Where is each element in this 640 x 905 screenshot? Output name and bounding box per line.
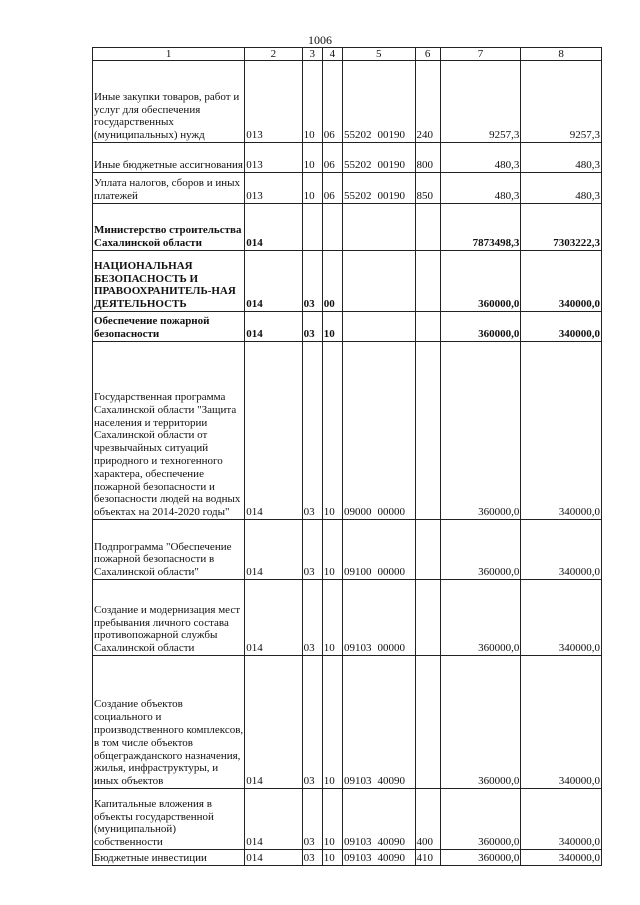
expense-type: 850: [415, 173, 440, 204]
section-code: 03: [302, 342, 322, 520]
target-direction-code: 00190: [377, 159, 405, 172]
amount-2020: 480,3: [521, 173, 602, 204]
expense-type: [415, 520, 440, 580]
ministry-code: 013: [245, 61, 302, 143]
table-row: [93, 204, 602, 251]
target-article: [342, 656, 415, 789]
expense-type: [415, 342, 440, 520]
subsection-code: 10: [322, 580, 342, 656]
header-cell: 7: [440, 48, 521, 61]
amount-2019: 7873498,3: [440, 204, 521, 251]
amount-2020: 480,3: [521, 143, 602, 173]
amount-2020: 340000,0: [521, 251, 602, 312]
table-row: [93, 520, 602, 580]
target-direction-code: 40090: [377, 775, 405, 788]
expense-type: [415, 580, 440, 656]
subsection-code: 10: [322, 520, 342, 580]
row-name: Министерство строительства Сахалинской области: [93, 204, 245, 251]
amount-2019: 480,3: [440, 173, 521, 204]
header-cell: 5: [342, 48, 415, 61]
subsection-code: 10: [322, 656, 342, 789]
section-code: 03: [302, 580, 322, 656]
section-code: 10: [302, 143, 322, 173]
target-program-code: 09103: [343, 775, 372, 788]
amount-2020: 7303222,3: [521, 204, 602, 251]
expense-type: [415, 312, 440, 342]
ministry-code: 014: [245, 656, 302, 789]
amount-2019: 9257,3: [440, 61, 521, 143]
target-article: [342, 143, 415, 173]
section-code: 03: [302, 850, 322, 866]
target-article: [342, 342, 415, 520]
expense-type: 400: [415, 789, 440, 850]
target-direction-code: 00190: [377, 190, 405, 203]
amount-2020: 340000,0: [521, 789, 602, 850]
amount-2020: 340000,0: [521, 850, 602, 866]
ministry-code: 014: [245, 312, 302, 342]
amount-2019: 360000,0: [440, 520, 521, 580]
expense-type: 240: [415, 61, 440, 143]
target-article: [342, 204, 415, 251]
amount-2019: 360000,0: [440, 312, 521, 342]
amount-2019: 360000,0: [440, 580, 521, 656]
section-code: 10: [302, 173, 322, 204]
target-program-code: 55202: [343, 190, 372, 203]
subsection-code: 10: [322, 789, 342, 850]
target-program-code: 09103: [343, 836, 372, 849]
amount-2020: 340000,0: [521, 342, 602, 520]
target-program-code: 55202: [343, 159, 372, 172]
target-direction-code: 40090: [377, 852, 405, 865]
subsection-code: [322, 204, 342, 251]
target-article: [342, 520, 415, 580]
subsection-code: 10: [322, 342, 342, 520]
amount-2019: 480,3: [440, 143, 521, 173]
target-direction-code: 40090: [377, 836, 405, 849]
subsection-code: 00: [322, 251, 342, 312]
header-cell: 2: [245, 48, 302, 61]
target-article: [342, 580, 415, 656]
table-row: [93, 850, 602, 866]
section-code: 03: [302, 251, 322, 312]
expense-type: 410: [415, 850, 440, 866]
row-name: Создание и модернизация мест пребывания личного состава противопожарной службы Сахалинской области: [93, 580, 245, 656]
target-article: [342, 251, 415, 312]
target-article: [342, 789, 415, 850]
expense-type: [415, 204, 440, 251]
amount-2020: 340000,0: [521, 656, 602, 789]
target-program-code: 09103: [343, 642, 372, 655]
row-name: Иные закупки товаров, работ и услуг для обеспечения государственных (муниципальных) нужд: [93, 61, 245, 143]
section-code: 03: [302, 789, 322, 850]
ministry-code: 014: [245, 850, 302, 866]
header-cell: 1: [93, 48, 245, 61]
row-name: Обеспечение пожарной безопасности: [93, 312, 245, 342]
section-code: 10: [302, 61, 322, 143]
table-row: [93, 251, 602, 312]
row-name: Подпрограмма "Обеспечение пожарной безопасности в Сахалинской области": [93, 520, 245, 580]
amount-2019: 360000,0: [440, 656, 521, 789]
target-direction-code: 00000: [377, 566, 405, 579]
section-code: 03: [302, 656, 322, 789]
ministry-code: 014: [245, 520, 302, 580]
table-row: [93, 143, 602, 173]
row-name: Бюджетные инвестиции: [93, 850, 245, 866]
target-article: [342, 173, 415, 204]
target-program-code: 09103: [343, 852, 372, 865]
amount-2020: 9257,3: [521, 61, 602, 143]
expense-type: [415, 656, 440, 789]
ministry-code: 013: [245, 173, 302, 204]
amount-2019: 360000,0: [440, 251, 521, 312]
table-row: [93, 580, 602, 656]
column-number-header: [93, 48, 602, 61]
table-row: [93, 789, 602, 850]
section-code: 03: [302, 312, 322, 342]
ministry-code: 013: [245, 143, 302, 173]
target-article: [342, 850, 415, 866]
header-cell: 3: [302, 48, 322, 61]
target-article: [342, 312, 415, 342]
amount-2019: 360000,0: [440, 342, 521, 520]
ministry-code: 014: [245, 580, 302, 656]
target-direction-code: 00190: [377, 129, 405, 142]
amount-2020: 340000,0: [521, 520, 602, 580]
row-name: Капитальные вложения в объекты государственной (муниципальной) собственности: [93, 789, 245, 850]
target-program-code: 09000: [343, 506, 372, 519]
section-code: [302, 204, 322, 251]
amount-2020: 340000,0: [521, 312, 602, 342]
table-row: [93, 173, 602, 204]
subsection-code: 06: [322, 61, 342, 143]
ministry-code: 014: [245, 251, 302, 312]
target-program-code: 09100: [343, 566, 372, 579]
page-number: 1006: [308, 33, 332, 47]
table-row: [93, 312, 602, 342]
amount-2019: 360000,0: [440, 789, 521, 850]
row-name: НАЦИОНАЛЬНАЯ БЕЗОПАСНОСТЬ И ПРАВООХРАНИТЕЛЬ-НАЯ ДЕЯТЕЛЬНОСТЬ: [93, 251, 245, 312]
table-row: [93, 61, 602, 143]
row-name: Создание объектов социального и производственного комплексов, в том числе объектов общегражданского назначения, жилья, инфраструктуры, и иных объектов: [93, 656, 245, 789]
subsection-code: 10: [322, 850, 342, 866]
ministry-code: 014: [245, 342, 302, 520]
expense-type: 800: [415, 143, 440, 173]
expense-type: [415, 251, 440, 312]
target-program-code: 55202: [343, 129, 372, 142]
section-code: 03: [302, 520, 322, 580]
header-cell: 4: [322, 48, 342, 61]
target-article: [342, 61, 415, 143]
subsection-code: 10: [322, 312, 342, 342]
amount-2019: 360000,0: [440, 850, 521, 866]
row-name: Государственная программа Сахалинской области "Защита населения и территории Сахалинской области от чрезвычайных ситуаций природного и техногенного характера, обеспечение пожарной безопасности и безопасности людей на водных объектах на 2014-2020 годы": [93, 342, 245, 520]
row-name: Уплата налогов, сборов и иных платежей: [93, 173, 245, 204]
header-cell: 8: [521, 48, 602, 61]
table-row: [93, 656, 602, 789]
subsection-code: 06: [322, 173, 342, 204]
budget-table: [92, 47, 602, 866]
target-direction-code: 00000: [377, 642, 405, 655]
table-row: [93, 342, 602, 520]
row-name: Иные бюджетные ассигнования: [93, 143, 245, 173]
subsection-code: 06: [322, 143, 342, 173]
ministry-code: 014: [245, 204, 302, 251]
target-direction-code: 00000: [377, 506, 405, 519]
amount-2020: 340000,0: [521, 580, 602, 656]
ministry-code: 014: [245, 789, 302, 850]
header-cell: 6: [415, 48, 440, 61]
